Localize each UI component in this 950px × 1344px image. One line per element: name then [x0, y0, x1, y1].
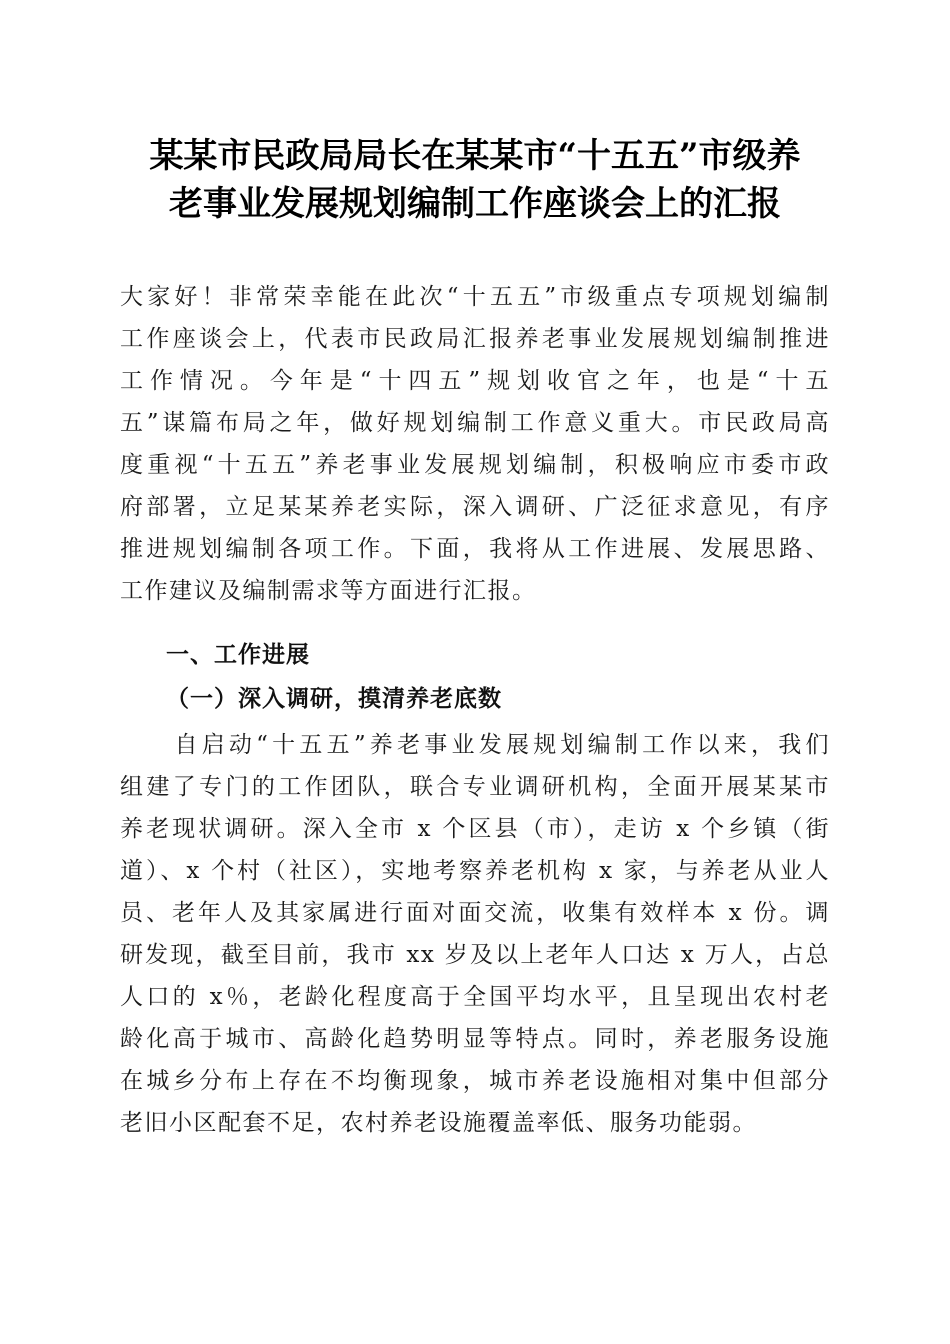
intro-line: 工作座谈会上，代表市民政局汇报养老事业发展规划编制推进 [120, 326, 830, 352]
intro-line: 大家好！非常荣幸能在此次“十五五”市级重点专项规划编制 [120, 284, 830, 310]
intro-line: 度重视“十五五”养老事业发展规划编制，积极响应市委市政 [120, 452, 830, 478]
survey-line: 在城乡分布上存在不均衡现象，城市养老设施相对集中但部分 [120, 1068, 830, 1094]
survey-line: 组建了专门的工作团队，联合专业调研机构，全面开展某某市 [120, 774, 830, 800]
intro-line: 工作情况。今年是“十四五”规划收官之年，也是“十五 [120, 368, 830, 394]
title-line-2: 老事业发展规划编制工作座谈会上的汇报 [169, 184, 781, 224]
subsection-heading: （一）深入调研，摸清养老底数 [166, 685, 502, 712]
survey-line: 老旧小区配套不足，农村养老设施覆盖率低、服务功能弱。 [120, 1110, 757, 1136]
survey-line: 养老现状调研。深入全市 x 个区县（市），走访 x 个乡镇（街 [120, 816, 830, 842]
survey-line: 龄化高于城市、高龄化趋势明显等特点。同时，养老服务设施 [120, 1026, 830, 1052]
survey-line: 研发现，截至目前，我市 xx 岁及以上老年人口达 x 万人，占总 [120, 942, 830, 968]
intro-line: 推进规划编制各项工作。下面，我将从工作进展、发展思路、 [120, 536, 830, 562]
intro-paragraph [120, 276, 830, 612]
intro-line: 府部署，立足某某养老实际，深入调研、广泛征求意见，有序 [120, 494, 830, 520]
survey-line: 人口的 x％，老龄化程度高于全国平均水平，且呈现出农村老 [120, 984, 830, 1010]
document-title [100, 132, 850, 228]
survey-line: 员、老年人及其家属进行面对面交流，收集有效样本 x 份。调 [120, 900, 830, 926]
survey-line: 道）、x 个村（社区），实地考察养老机构 x 家，与养老从业人 [120, 858, 830, 884]
intro-line: 工作建议及编制需求等方面进行汇报。 [120, 578, 537, 604]
survey-line: 自启动“十五五”养老事业发展规划编制工作以来，我们 [120, 732, 830, 758]
intro-line: 五”谋篇布局之年，做好规划编制工作意义重大。市民政局高 [120, 410, 830, 436]
section-heading: 一、工作进展 [166, 642, 310, 668]
title-line-1: 某某市民政局局长在某某市“十五五”市级养 [149, 136, 801, 176]
survey-paragraph [120, 724, 830, 1144]
